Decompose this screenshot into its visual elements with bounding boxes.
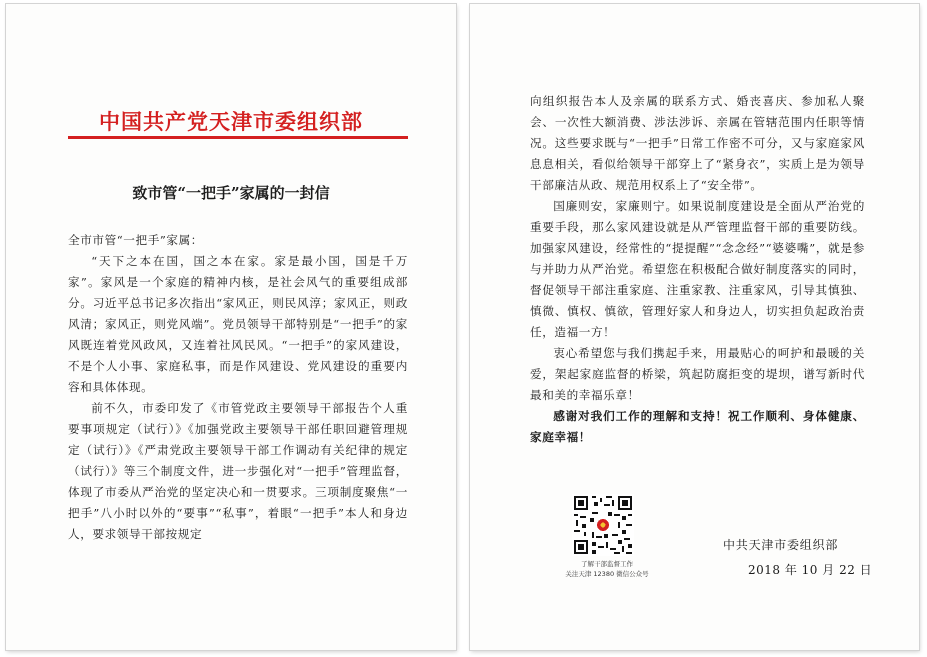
- body-paragraph: 衷心希望您与我们携起手来，用最贴心的呵护和最暖的关爱，架起家庭监督的桥梁，筑起防腐拒变的堤坝，谱写新时代最和美的幸福乐章！: [530, 346, 865, 402]
- letterhead-red-rule: [68, 136, 408, 139]
- closing-wishes: 感谢对我们工作的理解和支持！祝工作顺利、身体健康、家庭幸福！: [530, 409, 865, 444]
- letter-title: 致市管“一把手”家属的一封信: [132, 184, 330, 202]
- body-paragraph: “天下之本在国，国之本在家。家是最小国，国是千万家”。家风是一个家庭的精神内核，是社会风气的重要组成部分。习近平总书记多次指出“家风正，则民风淳；家风正，则政风清；家风正，则党风端”。党员领导干部特别是“一把手”的家风既连着党风政风，又连着社风民风。“一把手”的家风建设，不是个人小事、家庭私事，而是作风建设、党风建设的重要内容和具体体现。: [68, 254, 408, 394]
- body-paragraph-continued: 向组织报告本人及亲属的联系方式、婚丧喜庆、参加私人聚会、一次性大额消费、涉法涉诉、亲属在管辖范围内任职等情况。这些要求既与“一把手”日常工作密不可分，又与家庭家风息息相关，看似给领导干部穿上了“紧身衣”，实质上是为领导干部廉洁从政、规范用权系上了“安全带”。: [530, 94, 865, 192]
- body-paragraph: 国廉则安，家廉则宁。如果说制度建设是全面从严治党的重要手段，那么家风建设就是从严管理监督干部的重要防线。加强家风建设，经常性的“提提醒”“念念经”“婆婆嘴”，就是参与并助力从严治党。希望您在积极配合做好制度落实的同时，督促领导干部注重家庭、注重家教、注重家风，引导其慎独、慎微、慎权、慎欲，管理好家人和身边人，切实担负起政治责任，造福一方！: [530, 199, 865, 339]
- letter-page-right: [470, 4, 919, 650]
- qr-caption: [552, 559, 662, 579]
- signature-date: 2018 年 10 月 22 日: [748, 563, 873, 577]
- letterhead-title: 中国共产党天津市委组织部: [99, 109, 363, 134]
- qr-code-icon: [572, 494, 634, 556]
- qr-caption-line: 关注天津 12380 微信公众号: [565, 570, 649, 578]
- qr-caption-line: 了解干部监督工作: [581, 560, 633, 568]
- letter-body-right: [530, 91, 865, 448]
- signature-organization: 中共天津市委组织部: [723, 538, 839, 552]
- salutation: 全市市管“一把手”家属：: [68, 233, 203, 247]
- body-paragraph: 前不久，市委印发了《市管党政主要领导干部报告个人重要事项规定（试行）》《加强党政主要领导干部任职回避管理规定（试行）》《严肃党政主要领导干部工作调动有关纪律的规定（试行）》等三个制度文件，进一步强化对“一把手”管理监督，体现了市委从严治党的坚定决心和一贯要求。三项制度聚焦“一把手”八小时以外的“要事”“私事”，着眼“一把手”本人和身边人，要求领导干部按规定: [68, 401, 408, 541]
- letter-body-left: [68, 230, 408, 545]
- letter-page-left: [6, 4, 456, 650]
